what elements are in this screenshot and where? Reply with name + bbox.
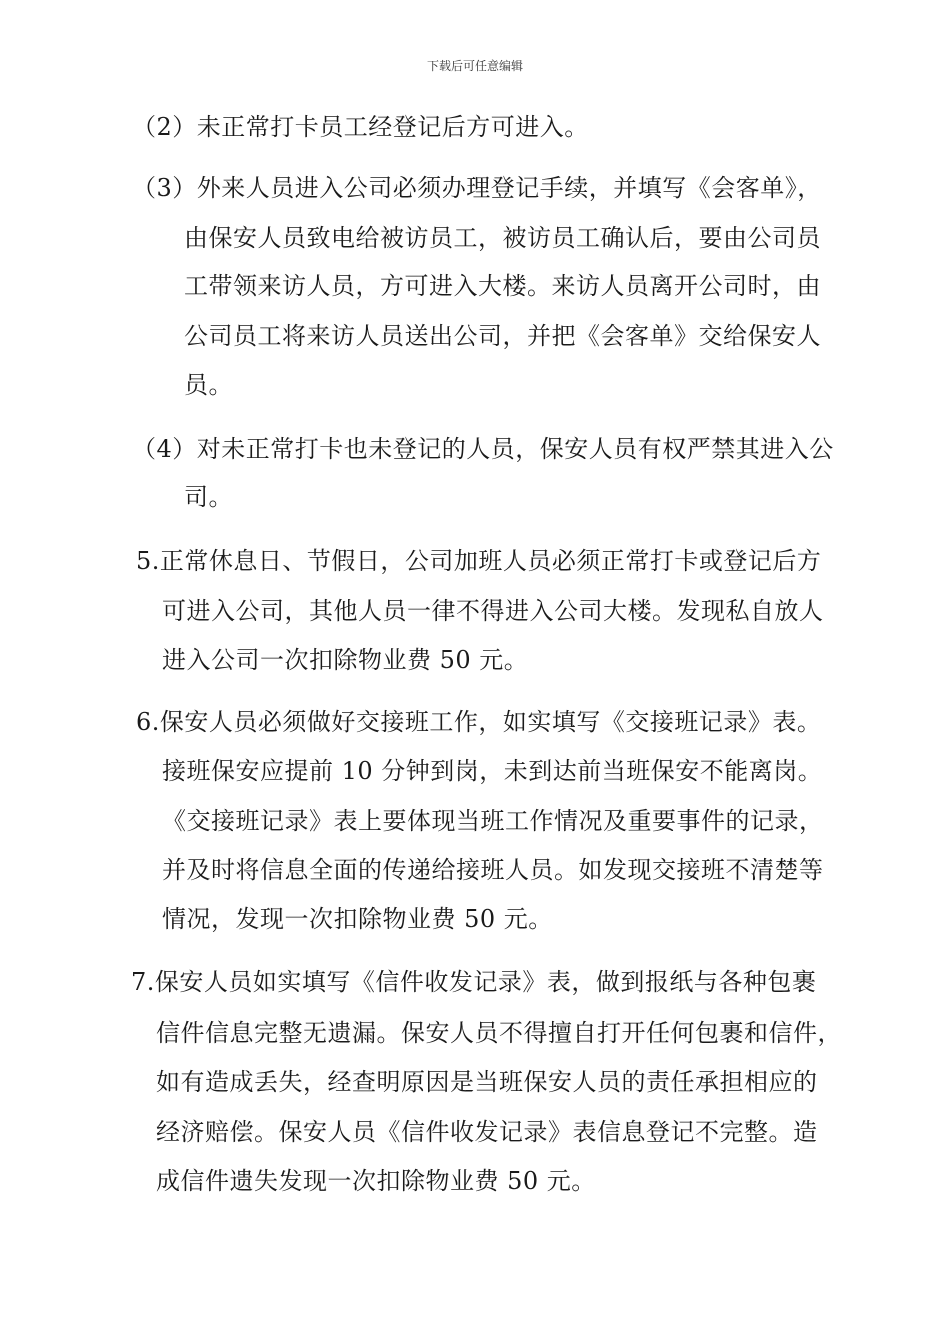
text-line: 司。 [184, 483, 233, 511]
text-line: 经济赔偿。保安人员《信件收发记录》表信息登记不完整。造 [156, 1118, 818, 1146]
text-line: 员。 [184, 371, 233, 399]
text-line: 6.保安人员必须做好交接班工作，如实填写《交接班记录》表。 [136, 708, 822, 736]
text-line: 成信件遗失发现一次扣除物业费 50 元。 [156, 1167, 596, 1195]
text-line: 如有造成丢失，经查明原因是当班保安人员的责任承担相应的 [156, 1068, 818, 1096]
text-line: 情况，发现一次扣除物业费 50 元。 [162, 905, 553, 933]
text-line: 并及时将信息全面的传递给接班人员。如发现交接班不清楚等 [162, 856, 824, 884]
text-line: 由保安人员致电给被访员工，被访员工确认后，要由公司员 [184, 224, 821, 252]
text-line: 《交接班记录》表上要体现当班工作情况及重要事件的记录， [162, 807, 824, 835]
text-line: 信件信息完整无遗漏。保安人员不得擅自打开任何包裹和信件， [156, 1019, 842, 1047]
text-line: 5.正常休息日、节假日，公司加班人员必须正常打卡或登记后方 [136, 547, 822, 575]
text-line: 接班保安应提前 10 分钟到岗，未到达前当班保安不能离岗。 [162, 757, 823, 785]
text-line: 工带领来访人员，方可进入大楼。来访人员离开公司时，由 [184, 272, 821, 300]
text-line: 公司员工将来访人员送出公司，并把《会客单》交给保安人 [184, 322, 821, 350]
text-line: （3）外来人员进入公司必须办理登记手续，并填写《会客单》， [132, 174, 822, 202]
text-line: （2）未正常打卡员工经登记后方可进入。 [132, 113, 589, 141]
text-line: （4）对未正常打卡也未登记的人员，保安人员有权严禁其进入公 [132, 435, 834, 463]
text-line: 进入公司一次扣除物业费 50 元。 [162, 646, 529, 674]
text-line: 7.保安人员如实填写《信件收发记录》表，做到报纸与各种包裹 [131, 968, 817, 996]
text-line: 可进入公司，其他人员一律不得进入公司大楼。发现私自放人 [162, 597, 824, 625]
page-header: 下载后可任意编辑 [426, 59, 523, 73]
